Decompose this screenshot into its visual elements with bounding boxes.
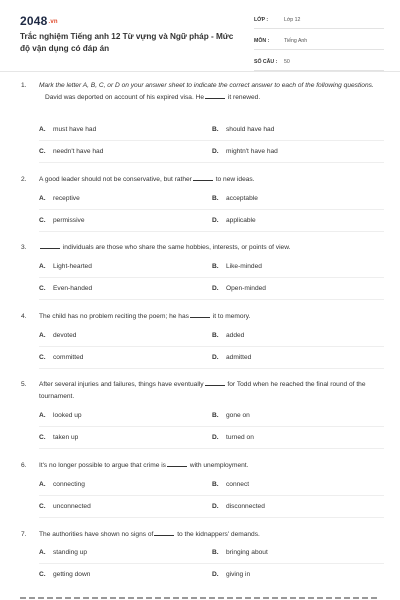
option-c[interactable] — [39, 571, 90, 578]
question-number: 7. — [21, 531, 27, 538]
answer-blank — [205, 385, 225, 386]
logo-sub: .vn — [48, 19, 58, 25]
option-divider — [39, 517, 384, 518]
question-instruction: Mark the letter A, B, C, or D on your answer sheet to indicate the correct answer to each of the following questions. — [39, 82, 374, 89]
option-d[interactable] — [212, 148, 278, 155]
option-text: Even-handed — [53, 285, 93, 292]
option-d[interactable] — [212, 217, 256, 224]
option-c[interactable] — [39, 434, 78, 441]
next-question-cutoff — [20, 596, 380, 600]
option-letter: B. — [212, 263, 219, 270]
stem-after: for Todd when he reached the final round of the tournament. — [39, 381, 366, 400]
meta-label: MÔN : — [254, 38, 270, 44]
stem-before: A good leader should not be conservative, but rather — [39, 176, 192, 183]
question-number: 4. — [21, 313, 27, 320]
question-number: 2. — [21, 176, 27, 183]
stem-before: The child has no problem reciting the poem; he has — [39, 313, 189, 320]
option-c[interactable] — [39, 354, 83, 361]
document-title: Trắc nghiệm Tiếng anh 12 Từ vựng và Ngữ pháp - Mức độ vận dụng có đáp án — [20, 32, 234, 53]
option-b[interactable] — [212, 332, 244, 339]
option-d[interactable] — [212, 285, 266, 292]
option-divider — [39, 299, 384, 300]
meta-label: SỐ CÂU : — [254, 59, 278, 65]
meta-row-count — [254, 56, 384, 71]
question-number: 6. — [21, 462, 27, 469]
question-number: 3. — [21, 244, 27, 251]
option-text: devoted — [53, 332, 77, 339]
option-letter: A. — [39, 481, 46, 488]
option-text: disconnected — [226, 503, 265, 510]
stem-before: David was deported on account of his expired visa. He — [45, 93, 205, 101]
option-letter: D. — [212, 217, 219, 224]
option-text: committed — [53, 354, 84, 361]
option-text: receptive — [53, 195, 80, 202]
option-letter: C. — [39, 434, 46, 441]
document-meta — [254, 14, 384, 77]
option-a[interactable] — [39, 481, 85, 488]
option-text: Open-minded — [226, 285, 266, 292]
option-letter: A. — [39, 332, 46, 339]
option-text: mightn't have had — [226, 148, 278, 155]
option-text: admitted — [226, 354, 252, 361]
meta-value: Tiếng Anh — [284, 38, 308, 44]
option-letter: B. — [212, 332, 219, 339]
option-text: bringing about — [226, 549, 268, 556]
question-text — [39, 242, 384, 254]
option-text: standing up — [53, 549, 88, 556]
option-letter: B. — [212, 195, 219, 202]
option-a[interactable] — [39, 195, 80, 202]
answer-blank — [193, 180, 213, 181]
stem-after: with unemployment. — [189, 462, 249, 469]
option-a[interactable] — [39, 126, 96, 133]
option-letter: C. — [39, 354, 46, 361]
option-d[interactable] — [212, 354, 251, 361]
option-text: acceptable — [226, 195, 258, 202]
logo-main: 2048 — [20, 14, 48, 28]
header-divider — [0, 71, 400, 72]
option-divider — [39, 346, 384, 347]
option-text: turned on — [226, 434, 254, 441]
option-divider — [39, 426, 384, 427]
option-c[interactable] — [39, 285, 92, 292]
answer-blank — [154, 535, 174, 536]
stem-after: to new ideas. — [215, 176, 255, 183]
stem-after: it renewed. — [227, 93, 261, 101]
option-text: gone on — [226, 412, 250, 419]
stem-after: individuals are those who share the same hobbies, interests, or points of view. — [62, 244, 291, 251]
option-divider — [39, 162, 384, 163]
option-text: should have had — [226, 126, 275, 133]
option-b[interactable] — [212, 481, 249, 488]
option-divider — [39, 448, 384, 449]
stem-before: It's no longer possible to argue that crime is — [39, 462, 166, 469]
question-text — [39, 460, 384, 472]
question-text — [39, 379, 384, 402]
option-divider — [39, 231, 384, 232]
option-text: needn't have had — [53, 148, 104, 155]
option-b[interactable] — [212, 549, 268, 556]
document-header — [0, 0, 400, 72]
option-d[interactable] — [212, 434, 254, 441]
option-letter: C. — [39, 148, 46, 155]
stem-after: to the kidnappers' demands. — [177, 531, 260, 538]
option-a[interactable] — [39, 412, 82, 419]
option-letter: D. — [212, 148, 219, 155]
option-b[interactable] — [212, 263, 262, 270]
option-letter: C. — [39, 571, 46, 578]
meta-label: LỚP : — [254, 17, 269, 23]
option-letter: C. — [39, 503, 46, 510]
option-letter: C. — [39, 217, 46, 224]
site-logo[interactable] — [20, 14, 58, 28]
option-letter: B. — [212, 126, 219, 133]
answer-blank — [167, 466, 187, 467]
stem-before: The authorities have shown no signs of — [39, 531, 154, 538]
option-letter: B. — [212, 549, 219, 556]
option-text: giving in — [226, 571, 251, 578]
meta-row-subject — [254, 35, 384, 50]
question-text — [39, 529, 384, 541]
option-text: permissive — [53, 217, 85, 224]
option-letter: D. — [212, 285, 219, 292]
option-divider — [39, 277, 384, 278]
question-text — [39, 311, 384, 323]
option-c[interactable] — [39, 503, 91, 510]
stem-after: it to memory. — [212, 313, 251, 320]
option-letter: A. — [39, 195, 46, 202]
option-text: getting down — [53, 571, 91, 578]
option-letter: D. — [212, 503, 219, 510]
option-text: applicable — [226, 217, 256, 224]
meta-value: 50 — [284, 59, 290, 65]
option-b[interactable] — [212, 412, 250, 419]
option-text: unconnected — [53, 503, 91, 510]
option-letter: B. — [212, 412, 219, 419]
option-text: Light-hearted — [53, 263, 92, 270]
option-text: Like-minded — [226, 263, 262, 270]
question-text — [39, 174, 384, 186]
question-number: 5. — [21, 381, 27, 388]
answer-blank — [190, 317, 210, 318]
option-divider — [39, 368, 384, 369]
option-letter: D. — [212, 571, 219, 578]
option-letter: A. — [39, 263, 46, 270]
option-divider — [39, 140, 384, 141]
option-text: taken up — [53, 434, 79, 441]
answer-blank — [205, 98, 225, 99]
option-letter: B. — [212, 481, 219, 488]
option-a[interactable] — [39, 549, 87, 556]
stem-before: After several injuries and failures, things have eventually — [39, 381, 204, 388]
question-text — [39, 80, 384, 103]
option-letter: D. — [212, 434, 219, 441]
option-text: added — [226, 332, 245, 339]
option-letter: A. — [39, 126, 46, 133]
option-a[interactable] — [39, 263, 92, 270]
option-letter: D. — [212, 354, 219, 361]
option-text: looked up — [53, 412, 82, 419]
answer-blank — [40, 248, 60, 249]
option-letter: A. — [39, 549, 46, 556]
option-divider — [39, 495, 384, 496]
option-divider — [39, 209, 384, 210]
option-letter: A. — [39, 412, 46, 419]
option-text: connect — [226, 481, 250, 488]
meta-value: Lớp 12 — [284, 17, 301, 23]
option-c[interactable] — [39, 217, 85, 224]
option-b[interactable] — [212, 126, 274, 133]
option-divider — [39, 563, 384, 564]
option-d[interactable] — [212, 503, 265, 510]
option-text: connecting — [53, 481, 85, 488]
option-b[interactable] — [212, 195, 258, 202]
option-text: must have had — [53, 126, 97, 133]
option-c[interactable] — [39, 148, 103, 155]
question-number: 1. — [21, 82, 27, 89]
option-d[interactable] — [212, 571, 250, 578]
meta-row-class — [254, 14, 384, 29]
option-letter: C. — [39, 285, 46, 292]
option-a[interactable] — [39, 332, 76, 339]
